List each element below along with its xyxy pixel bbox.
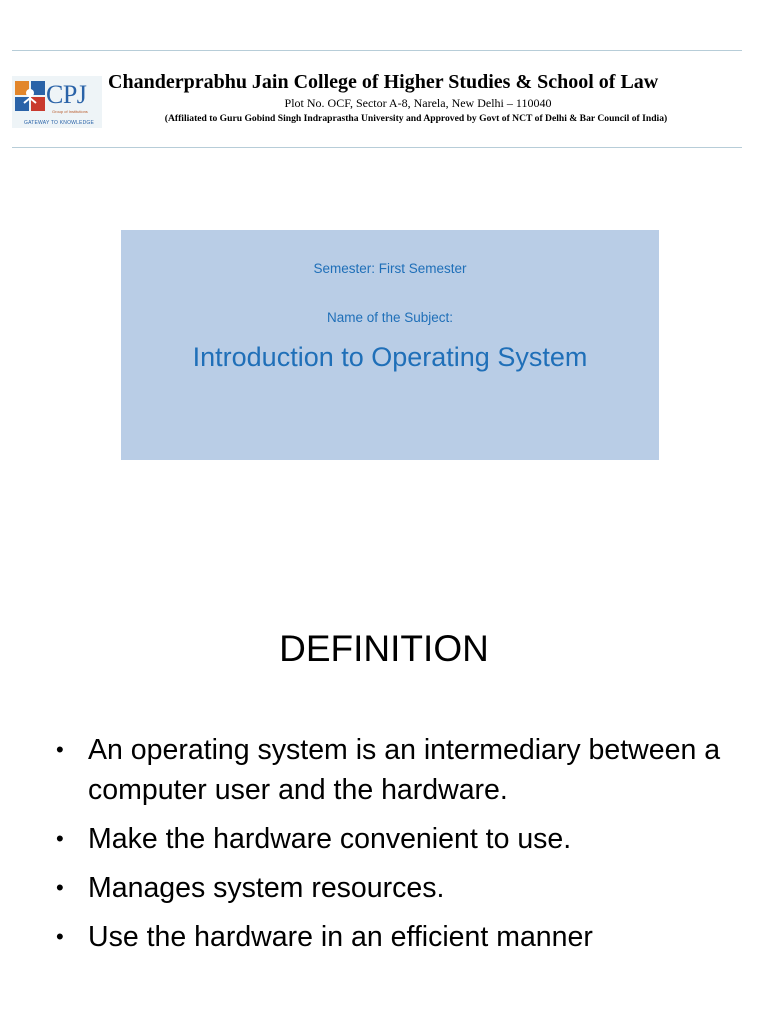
list-item-text: Manages system resources.: [88, 872, 445, 904]
college-address: Plot No. OCF, Sector A-8, Narela, New Delhi – 110040: [284, 96, 552, 110]
list-item: [56, 819, 746, 859]
header-top-rule: [12, 50, 742, 51]
bullet-icon: •: [56, 826, 64, 851]
college-name: Chanderprabhu Jain College of Higher Studies & School of Law: [108, 71, 659, 93]
list-item-text: An operating system is an intermediary between a computer user and the hardware.: [88, 734, 721, 806]
logo-text: CPJ: [46, 80, 87, 109]
cpj-emblem-icon: [15, 81, 45, 111]
logo-subtext: Group of Institutions: [52, 109, 88, 114]
subject-title: Introduction to Operating System: [192, 342, 588, 372]
list-item: [56, 917, 746, 957]
bullet-icon: •: [56, 875, 64, 900]
subject-caption: Name of the Subject:: [326, 310, 454, 325]
list-item-text: Make the hardware convenient to use.: [88, 823, 572, 855]
definition-heading: DEFINITION: [279, 628, 489, 669]
list-item: [56, 730, 746, 810]
logo-tagline: GATEWAY TO KNOWLEDGE: [24, 120, 95, 126]
bullet-icon: •: [56, 924, 64, 949]
college-logo: [12, 76, 102, 128]
list-item-text: Use the hardware in an efficient manner: [88, 921, 593, 953]
list-item: [56, 868, 746, 908]
definition-list: [56, 730, 746, 966]
header-bottom-rule: [12, 147, 742, 148]
semester-label: Semester: First Semester: [313, 261, 467, 276]
subject-info-box: [121, 230, 659, 460]
college-affiliation: (Affiliated to Guru Gobind Singh Indraprastha University and Approved by Govt of NCT of Delhi & Bar Council of India): [164, 113, 668, 124]
bullet-icon: •: [56, 737, 64, 762]
